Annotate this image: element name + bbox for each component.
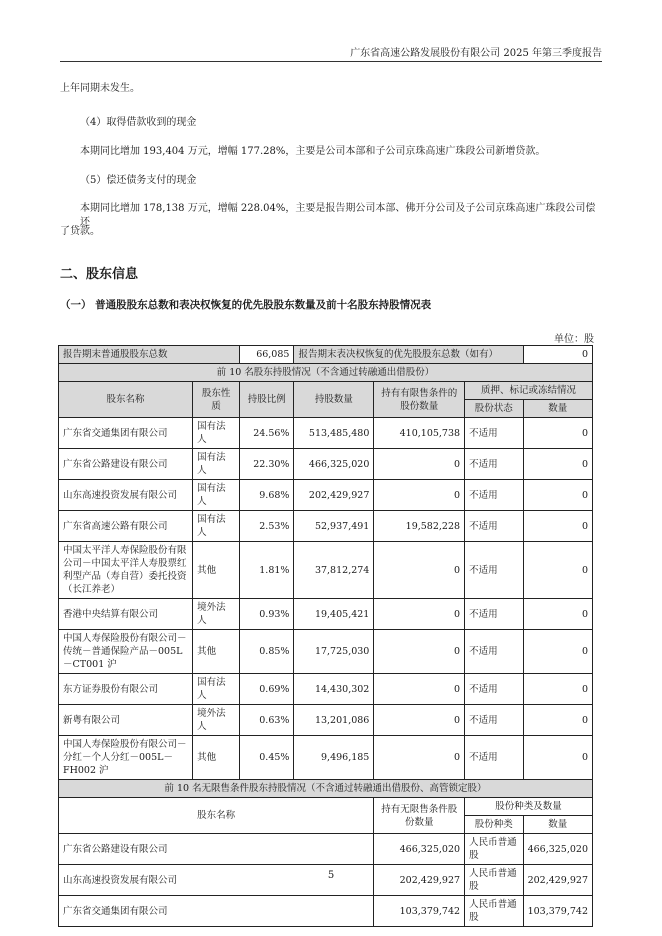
page-header: 广东省高速公路发展股份有限公司 2025 年第三季度报告 [60,44,602,62]
cell-ratio: 0.69% [240,674,294,705]
cell-qty: 202,429,927 [374,865,465,896]
paragraph-repayment-detail-cont: 了贷款。 [60,226,100,237]
cell-name: 广东省交通集团有限公司 [59,896,374,927]
cell-qty: 17,725,030 [294,630,374,674]
summary-value-total: 66,085 [240,346,294,364]
cell-count: 0 [523,736,593,780]
cell-status: 不适用 [465,674,523,705]
paragraph-borrowing-detail: 本期同比增加 193,404 万元，增幅 177.28%，主要是公司本部和子公司京珠高速广珠段公司新增贷款。 [80,146,546,157]
header-count: 数量 [523,400,593,418]
cell-nature: 其他 [193,736,240,780]
cell-nature: 国有法人 [193,449,240,480]
header-ratio: 持股比例 [240,382,294,418]
cell-status: 不适用 [465,736,523,780]
cell-restricted: 0 [374,542,465,599]
cell-name: 中国人寿保险股份有限公司－传统－普通保险产品－005L－CT001 沪 [59,630,193,674]
cell-nature: 其他 [193,542,240,599]
cell-restricted: 19,582,228 [374,511,465,542]
top10-header-row [59,382,593,400]
cell-qty: 14,430,302 [294,674,374,705]
paragraph-borrowing-heading: （4）取得借款收到的现金 [80,117,197,128]
cell-ratio: 9.68% [240,480,294,511]
cell-count: 0 [523,511,593,542]
table-row [59,599,593,630]
cell-count: 0 [523,630,593,674]
cell-name: 山东高速投资发展有限公司 [59,865,374,896]
cell-restricted: 410,105,738 [374,418,465,449]
table-row [59,630,593,674]
cell-ratio: 0.63% [240,705,294,736]
cell-ratio: 22.30% [240,449,294,480]
cell-count: 0 [523,449,593,480]
cell-name: 东方证券股份有限公司 [59,674,193,705]
cell-ratio: 2.53% [240,511,294,542]
summary-row [59,346,593,364]
cell-name: 广东省公路建设有限公司 [59,834,374,865]
cell-qty: 466,325,020 [294,449,374,480]
cell-qty: 103,379,742 [374,896,465,927]
paragraph-prior-year: 上年同期未发生。 [60,83,140,94]
cell-qty: 37,812,274 [294,542,374,599]
table-row [59,542,593,599]
cell-qty: 52,937,491 [294,511,374,542]
cell-restricted: 0 [374,449,465,480]
cell-qty: 466,325,020 [374,834,465,865]
cell-restricted: 0 [374,674,465,705]
cell-qty: 202,429,927 [294,480,374,511]
summary-label-preferred: 报告期末表决权恢复的优先股股东总数（如有） [294,346,523,364]
table-row [59,418,593,449]
top10-title: 前 10 名股东持股情况（不含通过转融通出借股份） [59,364,593,382]
table-row [59,736,593,780]
header-pledge: 质押、标记或冻结情况 [465,382,593,400]
cell-nature: 国有法人 [193,418,240,449]
table-row [59,834,593,865]
table-row [59,896,593,927]
cell-nature: 境外法人 [193,599,240,630]
cell-name: 中国人寿保险股份有限公司－分红－个人分红－005L－FH002 沪 [59,736,193,780]
cell-count: 202,429,927 [523,865,593,896]
unrestricted-header-type-group: 股份种类及数量 [465,798,593,816]
cell-status: 不适用 [465,630,523,674]
cell-ratio: 1.81% [240,542,294,599]
header-name: 股东名称 [59,382,193,418]
unrestricted-header-name: 股东名称 [59,798,374,834]
paragraph-repayment-heading: （5）偿还债务支付的现金 [80,175,197,186]
cell-status: 不适用 [465,449,523,480]
cell-count: 103,379,742 [523,896,593,927]
cell-status: 不适用 [465,542,523,599]
cell-nature: 境外法人 [193,705,240,736]
unrestricted-header-type: 股份种类 [465,816,523,834]
cell-name: 山东高速投资发展有限公司 [59,480,193,511]
cell-name: 新粤有限公司 [59,705,193,736]
subsection-title: （一） 普通股股东总数和表决权恢复的优先股股东数量及前十名股东持股情况表 [60,299,432,311]
cell-ratio: 0.85% [240,630,294,674]
cell-type: 人民币普通股 [465,896,523,927]
unrestricted-header-count: 数量 [523,816,593,834]
cell-qty: 13,201,086 [294,705,374,736]
unrestricted-header-qty: 持有无限售条件股份数量 [374,798,465,834]
cell-nature: 国有法人 [193,674,240,705]
cell-ratio: 24.56% [240,418,294,449]
cell-ratio: 0.45% [240,736,294,780]
cell-name: 香港中央结算有限公司 [59,599,193,630]
table-row [59,705,593,736]
cell-restricted: 0 [374,630,465,674]
table-row [59,674,593,705]
cell-restricted: 0 [374,480,465,511]
cell-status: 不适用 [465,705,523,736]
cell-count: 0 [523,480,593,511]
cell-qty: 19,405,421 [294,599,374,630]
summary-label-total: 报告期末普通股股东总数 [59,346,240,364]
unrestricted-header-row [59,798,593,816]
cell-type: 人民币普通股 [465,865,523,896]
paragraph-repayment-detail: 本期同比增加 178,138 万元，增幅 228.04%，主要是报告期公司本部、佛开分公司及子公司京珠高速广珠段公司偿还 [80,203,596,228]
cell-count: 466,325,020 [523,834,593,865]
cell-name: 广东省公路建设有限公司 [59,449,193,480]
header-status: 股份状态 [465,400,523,418]
cell-nature: 国有法人 [193,511,240,542]
unrestricted-title: 前 10 名无限售条件股东持股情况（不含通过转融通出借股份、高管锁定股） [59,780,593,798]
cell-qty: 513,485,480 [294,418,374,449]
cell-count: 0 [523,705,593,736]
table-row [59,480,593,511]
cell-name: 广东省高速公路有限公司 [59,511,193,542]
section-title: 二、股东信息 [60,267,139,282]
cell-count: 0 [523,542,593,599]
cell-status: 不适用 [465,480,523,511]
header-qty: 持股数量 [294,382,374,418]
cell-restricted: 0 [374,736,465,780]
cell-nature: 其他 [193,630,240,674]
cell-restricted: 0 [374,599,465,630]
cell-status: 不适用 [465,418,523,449]
header-restricted: 持有有限售条件的股份数量 [374,382,465,418]
cell-count: 0 [523,418,593,449]
cell-type: 人民币普通股 [465,834,523,865]
cell-status: 不适用 [465,599,523,630]
shareholder-table [58,345,593,927]
cell-status: 不适用 [465,511,523,542]
unit-label: 单位：股 [554,334,594,345]
cell-count: 0 [523,674,593,705]
cell-restricted: 0 [374,705,465,736]
cell-qty: 9,496,185 [294,736,374,780]
cell-nature: 国有法人 [193,480,240,511]
cell-ratio: 0.93% [240,599,294,630]
table-row [59,449,593,480]
summary-value-preferred: 0 [523,346,593,364]
page-number: 5 [327,870,335,881]
table-row [59,511,593,542]
cell-name: 广东省交通集团有限公司 [59,418,193,449]
cell-name: 中国太平洋人寿保险股份有限公司－中国太平洋人寿股票红利型产品（寿自营）委托投资（长江养老） [59,542,193,599]
cell-count: 0 [523,599,593,630]
header-nature: 股东性质 [193,382,240,418]
